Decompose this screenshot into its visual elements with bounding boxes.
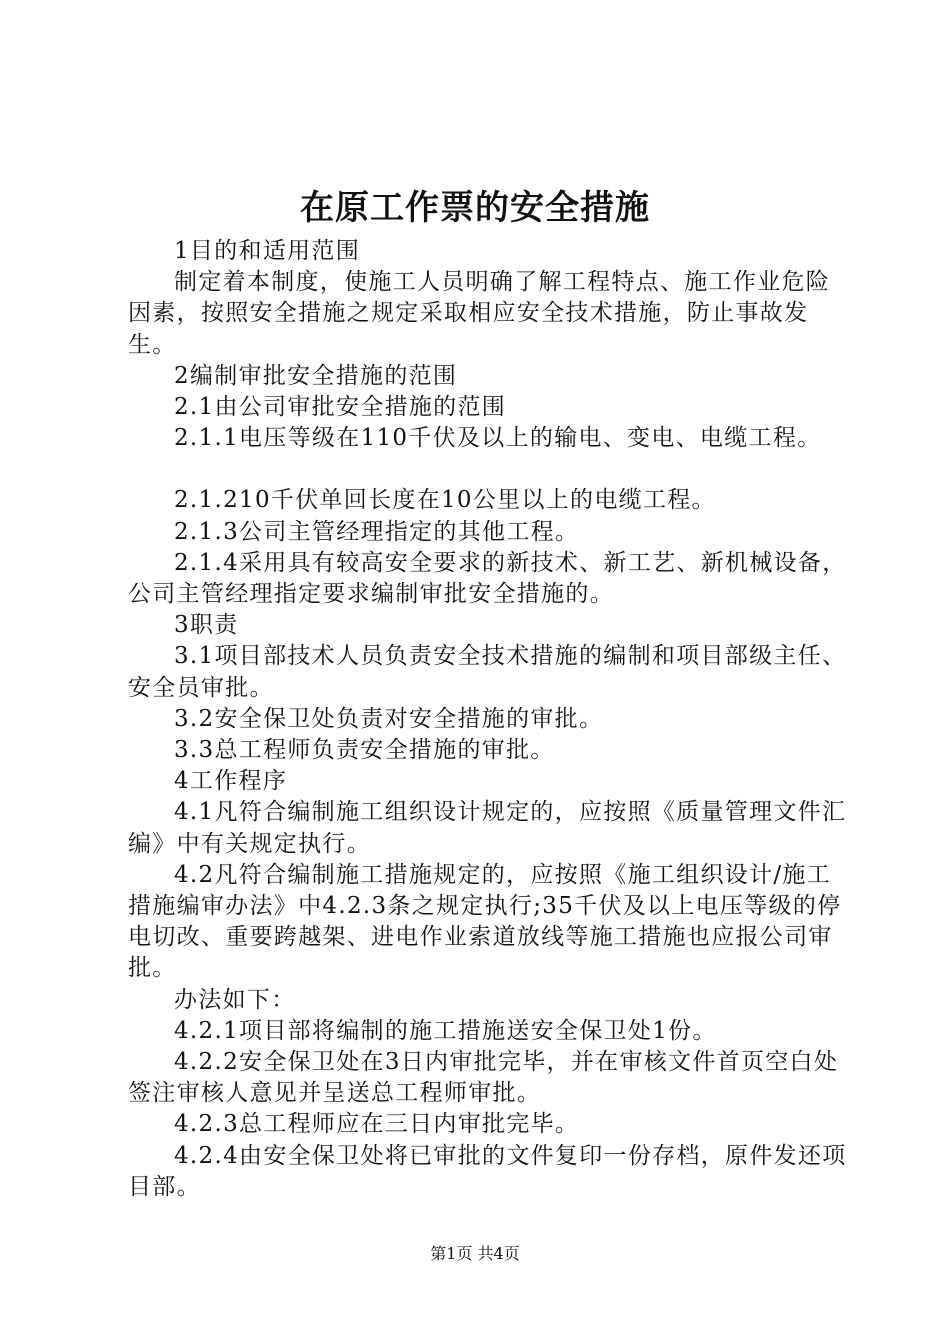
list-item: 3.2安全保卫处负责对安全措施的审批。 (174, 705, 604, 732)
section-heading: 3职责 (174, 612, 239, 639)
list-item: 4.2.4由安全保卫处将已审批的文件复印一份存档，原件发还项目部。 (128, 1142, 847, 1200)
list-item: 2.1.4采用具有较高安全要求的新技术、新工艺、新机械设备，公司主管经理指定要求编制审批安全措施的。 (128, 549, 847, 608)
list-item: 4.2.2安全保卫处在3日内审批完毕，并在审核文件首页空白处签注审核人意见并呈送总工程师审批。 (128, 1049, 839, 1107)
list-item: 4.2.3总工程师应在三日内审批完毕。 (174, 1111, 580, 1138)
section-heading: 2编制审批安全措施的范围 (174, 362, 458, 389)
paragraph: 制定着本制度，使施工人员明确了解工程特点、施工作业危险因素，按照安全措施之规定采取相应安全技术措施，防止事故发生。 (128, 269, 831, 358)
list-item: 2.1.1电压等级在110千伏及以上的输电、变电、电缆工程。 (174, 425, 822, 452)
list-item: 2.1.210千伏单回长度在10公里以上的电缆工程。 (174, 487, 716, 514)
section-heading: 4工作程序 (174, 768, 288, 795)
subsection-heading: 2.1由公司审批安全措施的范围 (174, 394, 507, 421)
list-item: 3.1项目部技术人员负责安全技术措施的编制和项目部级主任、安全员审批。 (128, 643, 847, 701)
list-item: 4.2.1项目部将编制的施工措施送安全保卫处1份。 (174, 1017, 717, 1044)
list-item: 2.1.3公司主管经理指定的其他工程。 (174, 518, 580, 545)
page-footer: 第1页 共4页 (430, 1244, 520, 1263)
blank-line (128, 454, 848, 485)
list-item: 4.2凡符合编制施工措施规定的，应按照《施工组织设计/施工措施编审办法》中4.2.3条之规定执行;35千伏及以上电压等级的停电切改、重要跨越架、进电作业索道放线等施工措施也应报公司审批。 (128, 861, 842, 982)
paragraph: 办法如下： (174, 986, 296, 1013)
list-item: 3.3总工程师负责安全措施的审批。 (174, 737, 555, 764)
document-title: 在原工作票的安全措施 (300, 188, 650, 228)
list-item: 4.1凡符合编制施工组织设计规定的，应按照《质量管理文件汇编》中有关规定执行。 (128, 799, 847, 857)
section-heading: 1目的和适用范围 (174, 238, 361, 264)
document-body (128, 236, 848, 1203)
